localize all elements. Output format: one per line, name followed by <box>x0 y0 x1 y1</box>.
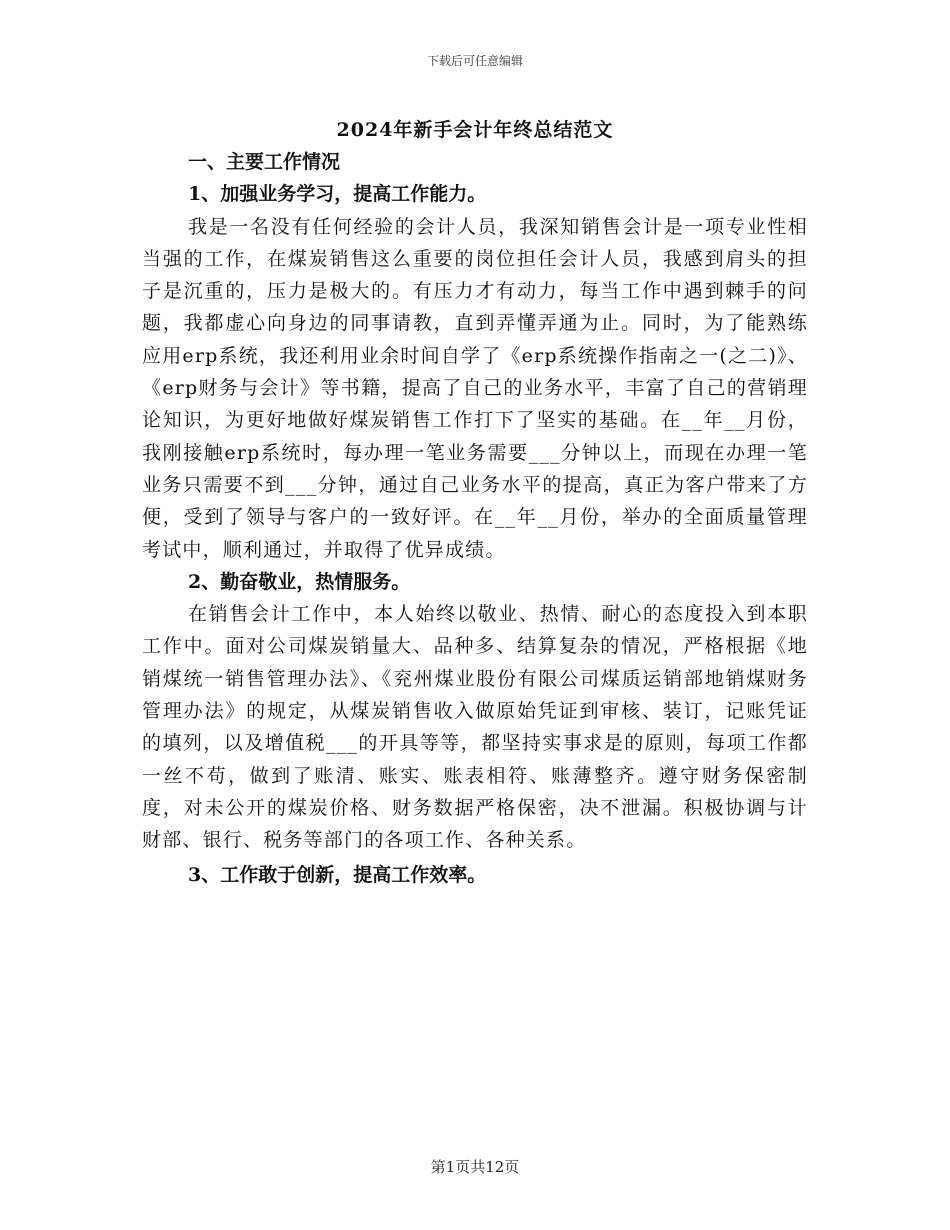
page-header-note: 下载后可任意编辑 <box>426 54 523 68</box>
document-body <box>142 146 808 891</box>
subheading-diligence: 2、勤奋敬业，热情服务。 <box>188 570 411 593</box>
paragraph-diligence: 在销售会计工作中，本人始终以敬业、热情、耐心的态度投入到本职工作中。面对公司煤炭销量大、品种多、结算复杂的情况，严格根据《地销煤统一销售管理办法》、《兖州煤业股份有限公司煤质运销部地销煤财务管理办法》的规定，从煤炭销售收入做原始凭证到审核、装订，记账凭证的填列，以及增值税___的开具等等，都坚持实事求是的原则，每项工作都一丝不苟，做到了账清、账实、账表相符、账薄整齐。遵守财务保密制度，对未公开的煤炭价格、财务数据严格保密，决不泄漏。积极协调与计财部、银行、税务等部门的各项工作、各种关系。 <box>142 603 808 852</box>
paragraph-learning: 我是一名没有任何经验的会计人员，我深知销售会计是一项专业性相当强的工作，在煤炭销售这么重要的岗位担任会计人员，我感到肩头的担子是沉重的，压力是极大的。有压力才有动力，每当工作中遇到棘手的问题，我都虚心向身边的同事请教，直到弄懂弄通为止。同时，为了能熟练应用erp系统，我还利用业余时间自学了《erp系统操作指南之一(之二)》、《erp财务与会计》等书籍，提高了自己的业务水平，丰富了自己的营销理论知识，为更好地做好煤炭销售工作打下了坚实的基础。在__年__月份，我刚接触erp系统时，每办理一笔业务需要___分钟以上，而现在办理一笔业务只需要不到___分钟，通过自己业务水平的提高，真正为客户带来了方便，受到了领导与客户的一致好评。在__年__月份，举办的全面质量管理考试中，顺利通过，并取得了优异成绩。 <box>142 215 808 561</box>
page-number-footer: 第1页共12页 <box>430 1158 520 1176</box>
subheading-learning: 1、加强业务学习，提高工作能力。 <box>188 183 487 206</box>
subheading-innovation: 3、工作敢于创新，提高工作效率。 <box>188 863 487 886</box>
document-title: 2024年新手会计年终总结范文 <box>336 119 614 141</box>
section-heading-main-work: 一、主要工作情况 <box>188 151 341 173</box>
